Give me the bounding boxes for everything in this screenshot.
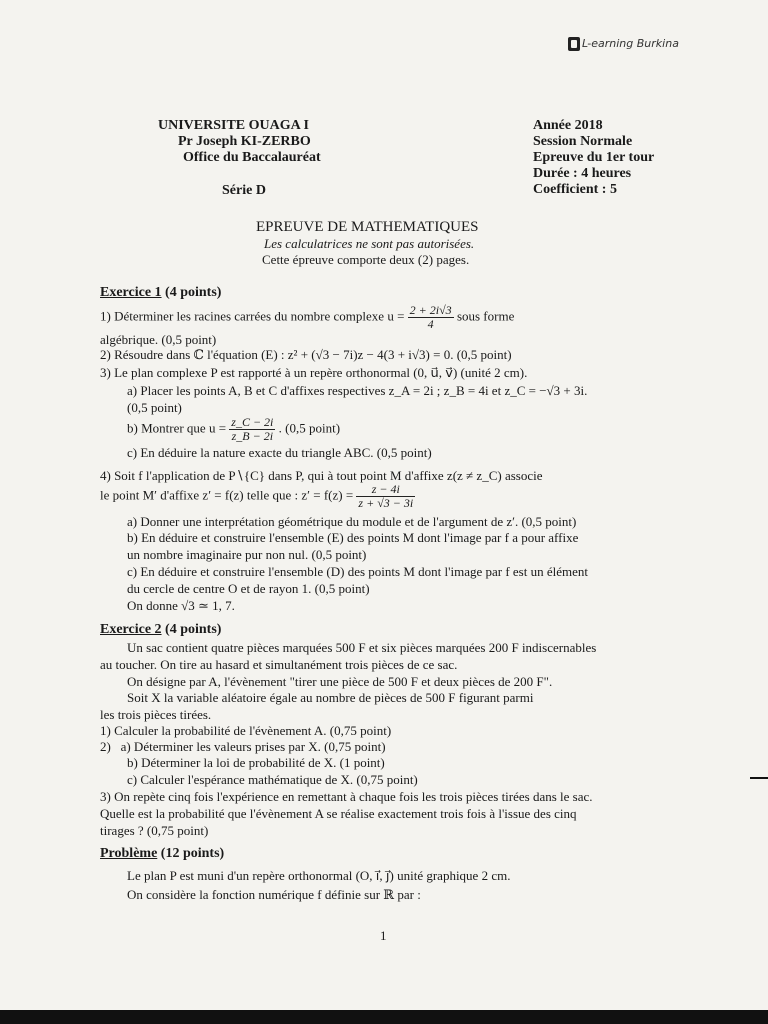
ex2-line: 3) On repète cinq fois l'expérience en remettant à chaque fois les trois pièces tirées dans le sac. bbox=[100, 789, 593, 804]
fraction-denominator: z + √3 − 3i bbox=[358, 496, 414, 510]
exam-note: Cette épreuve comporte deux (2) pages. bbox=[262, 252, 470, 267]
exam-title: EPREUVE DE MATHEMATIQUES bbox=[256, 219, 479, 235]
exercise-2-title: Exercice 2 bbox=[100, 622, 162, 637]
ex1-q1 bbox=[100, 304, 514, 331]
problem-line: Le plan P est muni d'un repère orthonormal (O, i⃗, j⃗) unité graphique 2 cm. bbox=[127, 868, 511, 883]
exam-info-line: Epreuve du 1er tour bbox=[533, 150, 655, 165]
ex1-q4-fraction bbox=[356, 483, 415, 510]
logo bbox=[568, 37, 679, 51]
exam-info-line: Coefficient : 5 bbox=[533, 182, 617, 197]
problem-line: On considère la fonction numérique f définie sur ℝ par : bbox=[127, 887, 421, 902]
exercise-1-title: Exercice 1 bbox=[100, 285, 162, 300]
ex1-q4a: a) Donner une interprétation géométrique du module et de l'argument de z′. (0,5 point) bbox=[127, 514, 577, 529]
exercise-2-points: (4 points) bbox=[161, 622, 222, 637]
ex1-q3c: c) En déduire la nature exacte du triangle ABC. (0,5 point) bbox=[127, 445, 432, 460]
problem-title: Problème bbox=[100, 846, 158, 861]
problem-heading bbox=[100, 846, 224, 862]
ex1-q1-fraction bbox=[408, 304, 454, 331]
ex2-line: les trois pièces tirées. bbox=[100, 707, 212, 722]
ex1-q4: 4) Soit f l'application de P∖{C} dans P, qui à tout point M d'affixe z(z ≠ z_C) associe bbox=[100, 468, 543, 483]
ex1-q3: 3) Le plan complexe P est rapporté à un repère orthonormal (0, u⃗, v⃗) (unité 2 cm). bbox=[100, 365, 528, 380]
ex1-q1-cont: algébrique. (0,5 point) bbox=[100, 332, 217, 347]
ex1-q1-text: sous forme bbox=[456, 308, 515, 324]
fraction-denominator: 4 bbox=[427, 317, 434, 331]
logo-icon bbox=[568, 37, 580, 51]
exam-info-line: Session Normale bbox=[533, 134, 633, 149]
logo-text: L-earning Burkina bbox=[582, 37, 679, 50]
exercise-1-heading bbox=[100, 285, 221, 301]
fraction-numerator: 2 + 2i√3 bbox=[409, 303, 452, 317]
fraction-denominator: z_B − 2i bbox=[231, 429, 274, 443]
exercise-1-points: (4 points) bbox=[161, 285, 222, 300]
institution-line: Office du Baccalauréat bbox=[183, 150, 321, 165]
scan-artifact bbox=[750, 777, 768, 779]
ex1-q4c: c) En déduire et construire l'ensemble (D) des points M dont l'image par f est un élément bbox=[127, 564, 588, 579]
ex1-given: On donne √3 ≃ 1, 7. bbox=[127, 598, 235, 613]
ex1-q3a: a) Placer les points A, B et C d'affixes respectives z_A = 2i ; z_B = 4i et z_C = −√3 + 3i. bbox=[127, 383, 588, 398]
institution-block bbox=[158, 118, 321, 166]
ex1-q1-text: 1) Déterminer les racines carrées du nombre complexe u = bbox=[100, 308, 405, 324]
ex2-line: Quelle est la probabilité que l'évènement A se réalise exactement trois fois à l'issue des cinq bbox=[100, 806, 577, 821]
exam-info-block bbox=[533, 118, 654, 198]
ex1-q3b-fraction bbox=[229, 416, 275, 443]
problem-points: (12 points) bbox=[157, 846, 225, 861]
ex1-q3b bbox=[127, 416, 340, 443]
ex2-line: b) Déterminer la loi de probabilité de X. (1 point) bbox=[127, 755, 385, 770]
serie-label: Série D bbox=[222, 183, 266, 198]
ex1-q3a-points: (0,5 point) bbox=[127, 400, 182, 415]
ex1-q4b-cont: un nombre imaginaire pur non nul. (0,5 point) bbox=[127, 547, 367, 562]
institution-line: UNIVERSITE OUAGA I bbox=[158, 118, 309, 133]
ex1-q4-def bbox=[100, 483, 415, 510]
ex2-line: au toucher. On tire au hasard et simultanément trois pièces de ce sac. bbox=[100, 657, 458, 672]
ex2-line: Un sac contient quatre pièces marquées 500 F et six pièces marquées 200 F indiscernables bbox=[127, 640, 597, 655]
ex2-line: c) Calculer l'espérance mathématique de X. (0,75 point) bbox=[127, 772, 418, 787]
ex2-line: On désigne par A, l'évènement "tirer une pièce de 500 F et deux pièces de 200 F". bbox=[127, 674, 553, 689]
exercise-2-heading bbox=[100, 622, 221, 638]
ex2-line: Soit X la variable aléatoire égale au nombre de pièces de 500 F figurant parmi bbox=[127, 690, 534, 705]
institution-line: Pr Joseph KI-ZERBO bbox=[178, 134, 311, 149]
fraction-numerator: z_C − 2i bbox=[231, 415, 274, 429]
ex1-q4b: b) En déduire et construire l'ensemble (E) des points M dont l'image par f a pour affixe bbox=[127, 530, 579, 545]
ex1-q3b-text: . (0,5 point) bbox=[278, 420, 341, 436]
ex2-line: 1) Calculer la probabilité de l'évènement A. (0,75 point) bbox=[100, 723, 392, 738]
exam-info-line: Année 2018 bbox=[533, 118, 603, 133]
scan-edge bbox=[0, 1010, 768, 1024]
ex1-q4-text: le point M′ d'affixe z′ = f(z) telle que : z′ = f(z) = bbox=[100, 487, 354, 503]
ex1-q2: 2) Résoudre dans ℂ l'équation (E) : z² + (√3 − 7i)z − 4(3 + i√3) = 0. (0,5 point) bbox=[100, 347, 512, 362]
ex1-q3b-text: b) Montrer que u = bbox=[127, 420, 227, 436]
ex2-line: 2) a) Déterminer les valeurs prises par X. (0,75 point) bbox=[100, 739, 386, 754]
exam-info-line: Durée : 4 heures bbox=[533, 166, 632, 181]
page-number: 1 bbox=[380, 928, 387, 943]
ex2-line: tirages ? (0,75 point) bbox=[100, 823, 209, 838]
fraction-numerator: z − 4i bbox=[356, 483, 415, 497]
exam-note: Les calculatrices ne sont pas autorisées. bbox=[264, 236, 475, 251]
ex1-q4c-cont: du cercle de centre O et de rayon 1. (0,5 point) bbox=[127, 581, 370, 596]
